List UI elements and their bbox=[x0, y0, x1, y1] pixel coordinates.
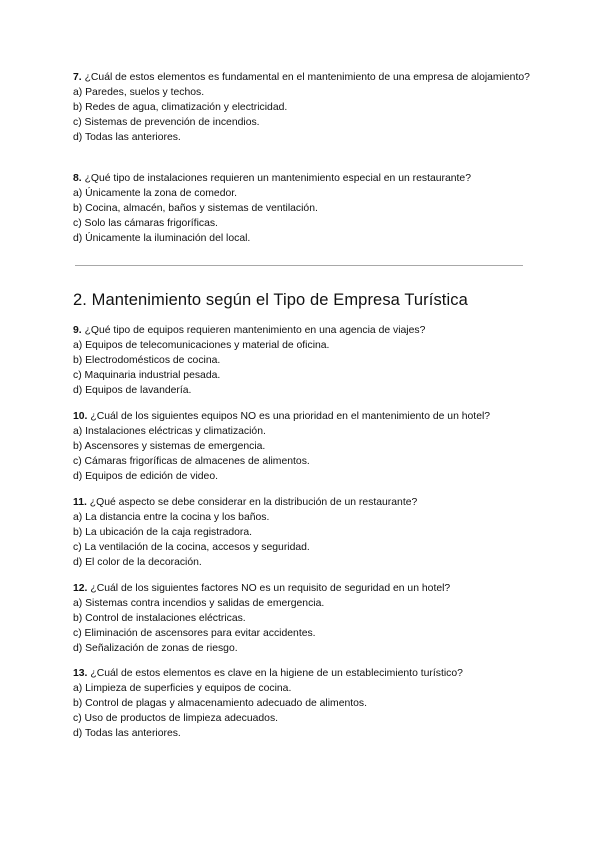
answer-option: a) Únicamente la zona de comedor. bbox=[73, 188, 238, 199]
answer-option: a) Paredes, suelos y techos. bbox=[73, 87, 205, 98]
answer-option: d) Equipos de lavandería. bbox=[73, 385, 192, 396]
question-text bbox=[73, 666, 543, 681]
answer-option: c) Cámaras frigoríficas de almacenes de alimentos. bbox=[73, 456, 310, 467]
answer-option: c) Maquinaria industrial pesada. bbox=[73, 370, 221, 381]
answer-option: b) Ascensores y sistemas de emergencia. bbox=[73, 441, 266, 452]
answer-option: a) Limpieza de superficies y equipos de cocina. bbox=[73, 683, 292, 694]
answer-option: c) Eliminación de ascensores para evitar accidentes. bbox=[73, 628, 316, 639]
answer-option: b) Cocina, almacén, baños y sistemas de ventilación. bbox=[73, 203, 318, 214]
question-text bbox=[73, 495, 543, 510]
answer-option: d) Todas las anteriores. bbox=[73, 132, 181, 143]
question-block-10 bbox=[73, 409, 543, 484]
question-number: 9. bbox=[73, 325, 82, 336]
answer-option: a) Instalaciones eléctricas y climatización. bbox=[73, 426, 266, 437]
answer-option: b) La ubicación de la caja registradora. bbox=[73, 527, 253, 538]
answer-option: a) Equipos de telecomunicaciones y material de oficina. bbox=[73, 340, 330, 351]
question-body: ¿Cuál de los siguientes equipos NO es una prioridad en el mantenimiento de un hotel? bbox=[90, 411, 491, 422]
question-text bbox=[73, 323, 543, 338]
answer-option: b) Control de instalaciones eléctricas. bbox=[73, 613, 246, 624]
question-number: 13. bbox=[73, 668, 88, 679]
section-divider bbox=[75, 265, 523, 266]
question-body: ¿Cuál de estos elementos es clave en la higiene de un establecimiento turístico? bbox=[90, 668, 463, 679]
question-body: ¿Cuál de estos elementos es fundamental en el mantenimiento de una empresa de alojamiento? bbox=[84, 72, 530, 83]
question-block-9 bbox=[73, 323, 543, 398]
question-body: ¿Cuál de los siguientes factores NO es un requisito de seguridad en un hotel? bbox=[90, 583, 451, 594]
question-number: 11. bbox=[73, 497, 87, 508]
answer-option: a) Sistemas contra incendios y salidas de emergencia. bbox=[73, 598, 325, 609]
answer-option: b) Control de plagas y almacenamiento adecuado de alimentos. bbox=[73, 698, 368, 709]
answer-option: d) Señalización de zonas de riesgo. bbox=[73, 643, 238, 654]
question-number: 7. bbox=[73, 72, 82, 83]
answer-option: c) Uso de productos de limpieza adecuados. bbox=[73, 713, 279, 724]
answer-option: a) La distancia entre la cocina y los baños. bbox=[73, 512, 270, 523]
answer-option: d) Únicamente la iluminación del local. bbox=[73, 233, 251, 244]
answer-option: c) Sistemas de prevención de incendios. bbox=[73, 117, 260, 128]
answer-option: b) Redes de agua, climatización y electricidad. bbox=[73, 102, 288, 113]
question-block-13 bbox=[73, 666, 543, 741]
answer-option: c) La ventilación de la cocina, accesos y seguridad. bbox=[73, 542, 310, 553]
question-number: 12. bbox=[73, 583, 88, 594]
answer-option: b) Electrodomésticos de cocina. bbox=[73, 355, 221, 366]
question-block-8 bbox=[73, 171, 543, 246]
question-text bbox=[73, 409, 543, 424]
answer-option: c) Solo las cámaras frigoríficas. bbox=[73, 218, 218, 229]
question-text bbox=[73, 70, 543, 85]
answer-option: d) Equipos de edición de video. bbox=[73, 471, 218, 482]
answer-option: d) Todas las anteriores. bbox=[73, 728, 181, 739]
answer-option: d) El color de la decoración. bbox=[73, 557, 202, 568]
question-body: ¿Qué aspecto se debe considerar en la distribución de un restaurante? bbox=[89, 497, 418, 508]
question-number: 10. bbox=[73, 411, 88, 422]
question-body: ¿Qué tipo de equipos requieren mantenimiento en una agencia de viajes? bbox=[84, 325, 426, 336]
question-text bbox=[73, 171, 543, 186]
question-block-12 bbox=[73, 581, 543, 656]
question-block-11 bbox=[73, 495, 543, 570]
question-text bbox=[73, 581, 543, 596]
question-block-7 bbox=[73, 70, 543, 145]
question-body: ¿Qué tipo de instalaciones requieren un mantenimiento especial en un restaurante? bbox=[84, 173, 471, 184]
question-number: 8. bbox=[73, 173, 82, 184]
section-heading: 2. Mantenimiento según el Tipo de Empresa Turística bbox=[73, 291, 468, 309]
